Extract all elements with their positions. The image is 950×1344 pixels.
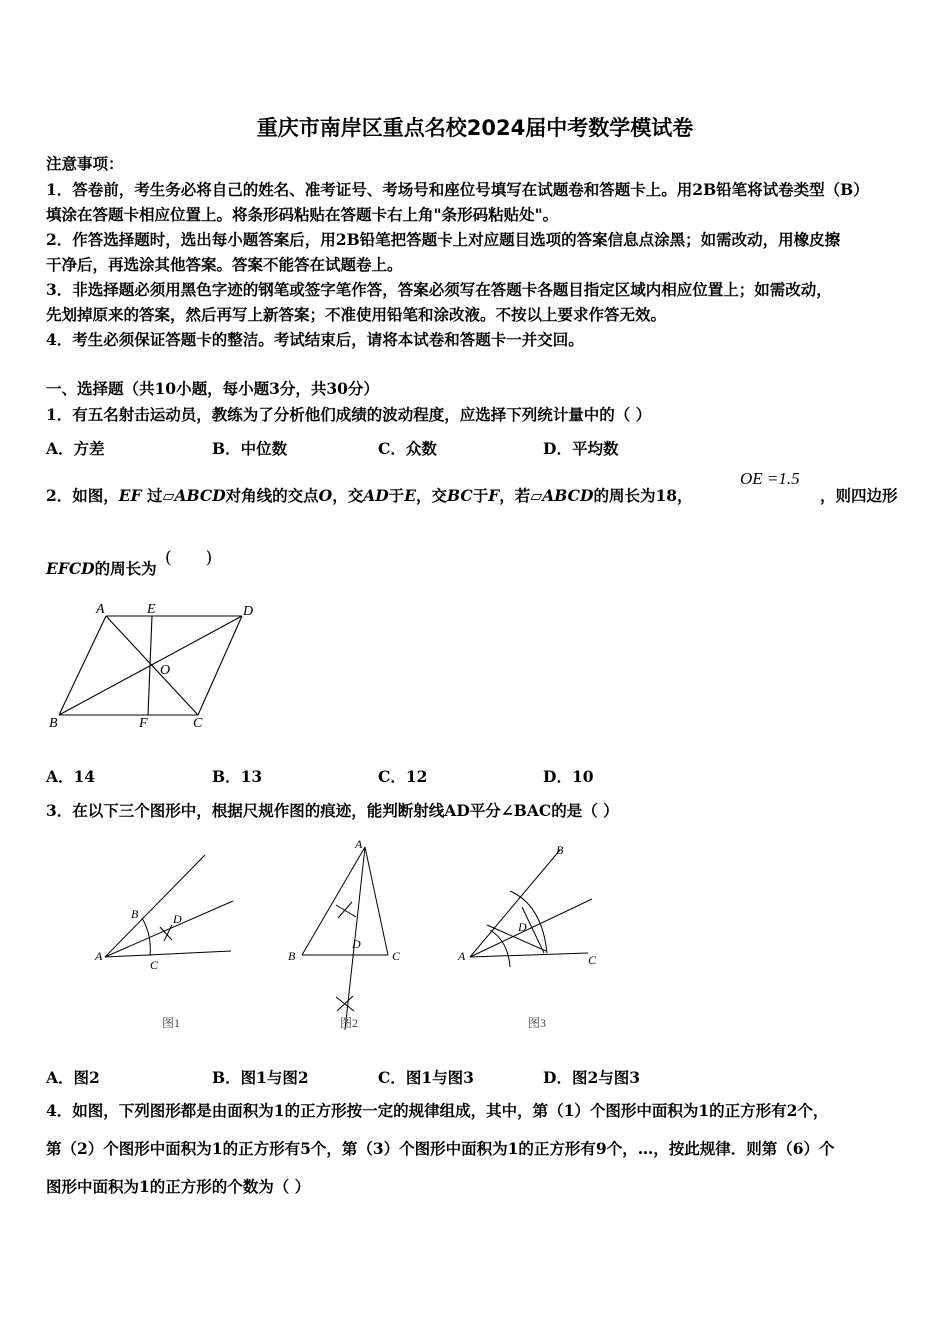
question-4-line-2: 第（2）个图形中面积为1的正方形有5个，第（3）个图形中面积为1的正方形有9个，…，按此规律．则第（6）个 [46,1139,835,1158]
arc-bc [142,918,150,956]
fig1-label-d: D [173,912,182,926]
fig3-caption: 图3 [528,1016,547,1030]
label-e: E [147,602,156,617]
ray-ab [105,855,205,957]
question-2-option-a: A．14 [46,767,96,786]
q2-math: EF [118,486,142,505]
diagonal-ac [106,616,198,715]
question-2-answer-blank: ( ) [165,548,213,568]
notice-item-2-line-1: 2．作答选择题时，选出每小题答案后，用2B铅笔把答题卡上对应题目选项的答案信息点涂黑；如需改动，用橡皮擦 [46,230,841,249]
question-3-option-c: C．图1与图3 [378,1068,474,1087]
question-2-oe-formula: OE =1.5 [740,469,800,488]
fig1-label-c: C [150,958,159,972]
question-1-option-b: B．中位数 [212,439,288,458]
ray-ac [470,953,588,957]
figure-3 [470,850,592,967]
ray-ad [105,901,233,957]
question-1-stem: 1．有五名射击运动员，教练为了分析他们成绩的波动程度，应选择下列统计量中的（ ） [46,405,652,424]
question-1-option-d: D．平均数 [543,439,619,458]
question-4-line-3: 图形中面积为1的正方形的个数为（ ） [46,1177,311,1196]
q2-math: E [404,486,417,505]
label-f: F [139,716,148,731]
fig2-label-c: C [392,949,401,963]
notice-item-1-line-1: 1．答卷前，考生务必将自己的姓名、准考证号、考场号和座位号填写在试题卷和答题卡上。用2B铅笔将试卷类型（B） [46,180,869,199]
figure-2 [302,847,388,1030]
arc-small [490,930,510,967]
question-2-stem-tail: ，则四边形 [820,486,898,505]
fig1-label-a: A [95,949,103,963]
question-2-option-b: B．13 [212,767,263,786]
page-title: 重庆市南岸区重点名校2024届中考数学模试卷 [256,116,694,140]
q2-text: 的周长为18， [593,486,693,505]
ray-ab [470,850,560,957]
q2-text: 的周长为 [94,559,157,578]
notice-item-2-line-2: 干净后，再选涂其他答案。答案不能答在试题卷上。 [46,255,403,274]
notice-item-1-line-2: 填涂在答题卡相应位置上。将条形码粘贴在答题卡右上角"条形码粘贴处"。 [46,205,559,224]
ray-ac [105,951,231,957]
figure-1 [105,855,233,957]
edge-dc [198,616,242,715]
fig1-caption: 图1 [162,1016,181,1030]
fig3-label-c: C [588,953,597,967]
question-3-option-b: B．图1与图2 [212,1068,309,1087]
question-1-option-c: C．众数 [378,439,437,458]
q2-math: O [318,486,333,505]
fig1-label-b: B [131,907,139,921]
mark-lower [336,996,354,1011]
question-3-stem: 3．在以下三个图形中，根据尺规作图的痕迹，能判断射线AD平分∠BAC的是（ ） [46,801,619,820]
fig3-label-b: B [556,843,564,857]
q2-math: ▱ABCD [530,486,594,505]
q2-math: F [488,486,500,505]
q2-text: 于 [472,486,489,505]
notice-item-4: 4．考生必须保证答题卡的整洁。考试结束后，请将本试卷和答题卡一并交回。 [46,330,584,349]
question-3-option-a: A．图2 [46,1068,100,1087]
q2-math: EFCD [46,559,95,578]
question-2-option-d: D．10 [543,767,594,786]
notice-item-3-line-1: 3．非选择题必须用黑色字迹的钢笔或签字笔作答，答案必须写在答题卡各题目指定区域内相应位置上；如需改动， [46,280,832,299]
edge-ac [365,847,388,955]
section-heading: 一、选择题（共10小题，每小题3分，共30分） [46,379,379,398]
label-b: B [49,716,58,731]
question-2-stem-line-2 [46,557,157,579]
q2-math: ▱ABCD [162,486,226,505]
fig2-label-a: A [355,837,363,851]
question-4-line-1: 4．如图，下列图形都是由面积为1的正方形按一定的规律组成，其中，第（1）个图形中面积为1的正方形有2个， [46,1101,829,1120]
notice-heading: 注意事项： [46,154,124,173]
notice-item-3-line-2: 先划掉原来的答案，然后再写上新答案；不准使用铅笔和涂改液。不按以上要求作答无效。 [46,305,667,324]
q2-text: 于 [388,486,405,505]
q2-text: ，若 [499,486,531,505]
label-o: O [160,663,171,678]
question-3-option-d: D．图2与图3 [543,1068,641,1087]
q2-text: ，交 [416,486,448,505]
fig2-label-d: D [352,937,361,951]
question-2-figure [40,598,270,738]
q2-math: BC [447,486,473,505]
label-c: C [193,716,203,731]
q2-text: 对角线的交点 [225,486,319,505]
fig2-caption: 图2 [340,1016,359,1030]
question-2-stem-line-1 [46,484,693,506]
label-d: D [243,604,254,619]
question-3-figures [90,835,610,1040]
fig3-label-a: A [458,949,466,963]
mark-upper [336,902,356,918]
fig2-label-b: B [288,949,296,963]
question-2-option-c: C．12 [378,767,428,786]
q2-text: 2．如图， [46,486,119,505]
arc-mark-d [160,925,172,941]
fig3-label-d: D [518,920,527,934]
q2-text: ，交 [332,486,364,505]
q2-text: 过 [141,486,163,505]
q2-math: AD [363,486,389,505]
label-a: A [96,602,105,617]
edge-ba [59,616,106,715]
question-1-option-a: A．方差 [46,439,105,458]
